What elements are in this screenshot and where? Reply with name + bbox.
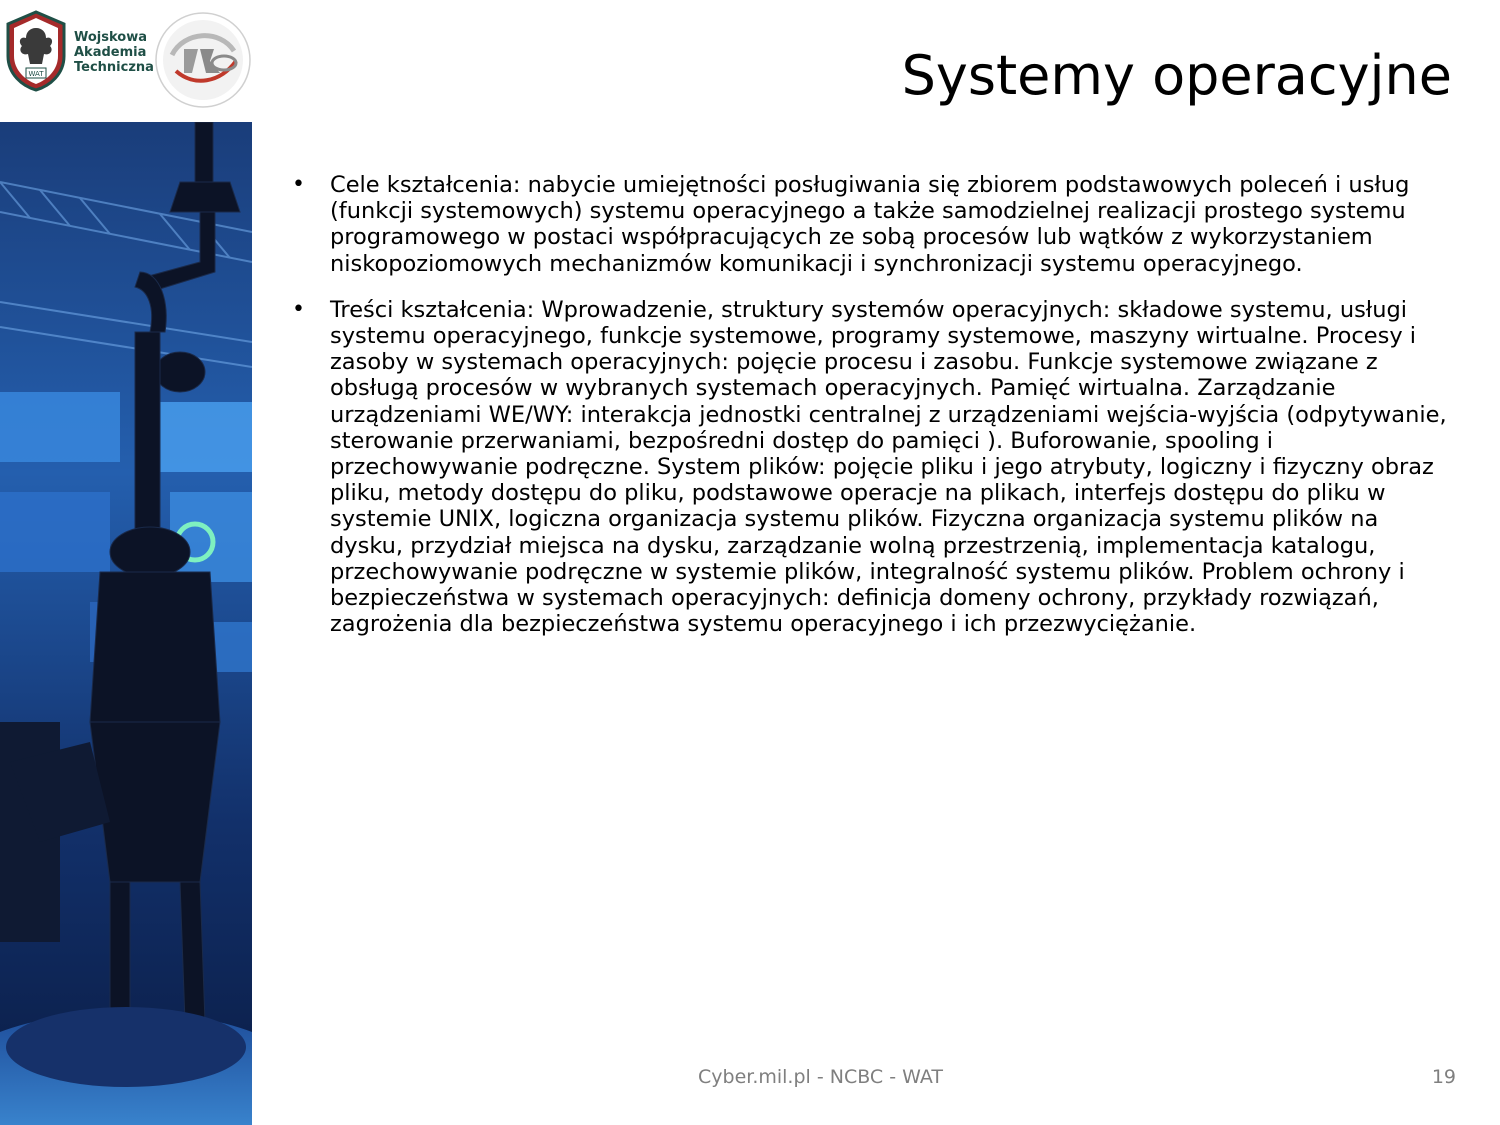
footer-text: Cyber.mil.pl - NCBC - WAT [698,1066,944,1088]
bullet-item-contents [292,297,1458,638]
wat-line-2: Akademia [74,45,147,60]
wat-line-1: Wojskowa [74,30,148,45]
wat-line-3: Techniczna [74,60,154,75]
bullet-icon: • [292,296,305,322]
wat-logo-text [74,30,156,75]
content-list [292,172,1458,657]
bullet-text-contents: Treści kształcenia: Wprowadzenie, struktury systemów operacyjnych: składowe systemu, usługi systemu operacyjnego, funkcje systemowe, programy systemowe, maszyny wirtualne. Procesy i zasoby w systemach operacyjnych: pojęcie procesu i zasobu. Funkcje systemowe związane z obsługą procesów w wybranych systemach operacyjnych. Pamięć wirtualna. Zarządzanie urządzeniami WE/WY: interakcja jednostki centralnej z urządzeniami wejścia-wyjścia (odpytywanie, sterowanie przerwaniami, bezpośredni dostęp do pamięci ). Buforowanie, spooling i przechowywanie podręczne. System plików: pojęcie pliku i jego atrybuty, logiczny i fizyczny obraz pliku, metody dostępu do pliku, podstawowe operacje na plikach, interfejs dostępu do pliku w systemie UNIX, logiczna organizacja systemu plików. Fizyczna organizacja systemu plików na dysku, przydział miejsca na dysku, zarządzanie wolną przestrzenią, implementacja katalogu, przechowywanie podręczne w systemie plików, integralność systemu plików. Problem ochrony i bezpieczeństwa w systemach operacyjnych: definicja domeny ochrony, przykłady rozwiązań, zagrożenia dla bezpieczeństwa systemu operacyjnego i ich przezwyciężanie. [330,296,1447,638]
slide-title: Systemy operacyjne [901,44,1452,107]
wat-emblem-label: WAT [28,70,44,78]
page-number: 19 [1431,1066,1456,1088]
cyber-lab-illustration [0,122,252,1125]
wat-emblem-icon [4,10,68,92]
ncbc-logo-icon [154,11,252,109]
wat-logo [4,10,152,92]
header-logos [0,0,252,122]
side-image [0,122,252,1125]
bullet-text-goals: Cele kształcenia: nabycie umiejętności posługiwania się zbiorem podstawowych poleceń i usług (funkcji systemowych) systemu operacyjnego a także samodzielnej realizacji prostego systemu programowego w postaci współpracujących ze sobą procesów lub wątków z wykorzystaniem niskopoziomowych mechanizmów komunikacji i synchronizacji systemu operacyjnego. [330,172,1410,277]
bullet-item-goals [292,172,1458,277]
bullet-icon: • [292,172,305,197]
